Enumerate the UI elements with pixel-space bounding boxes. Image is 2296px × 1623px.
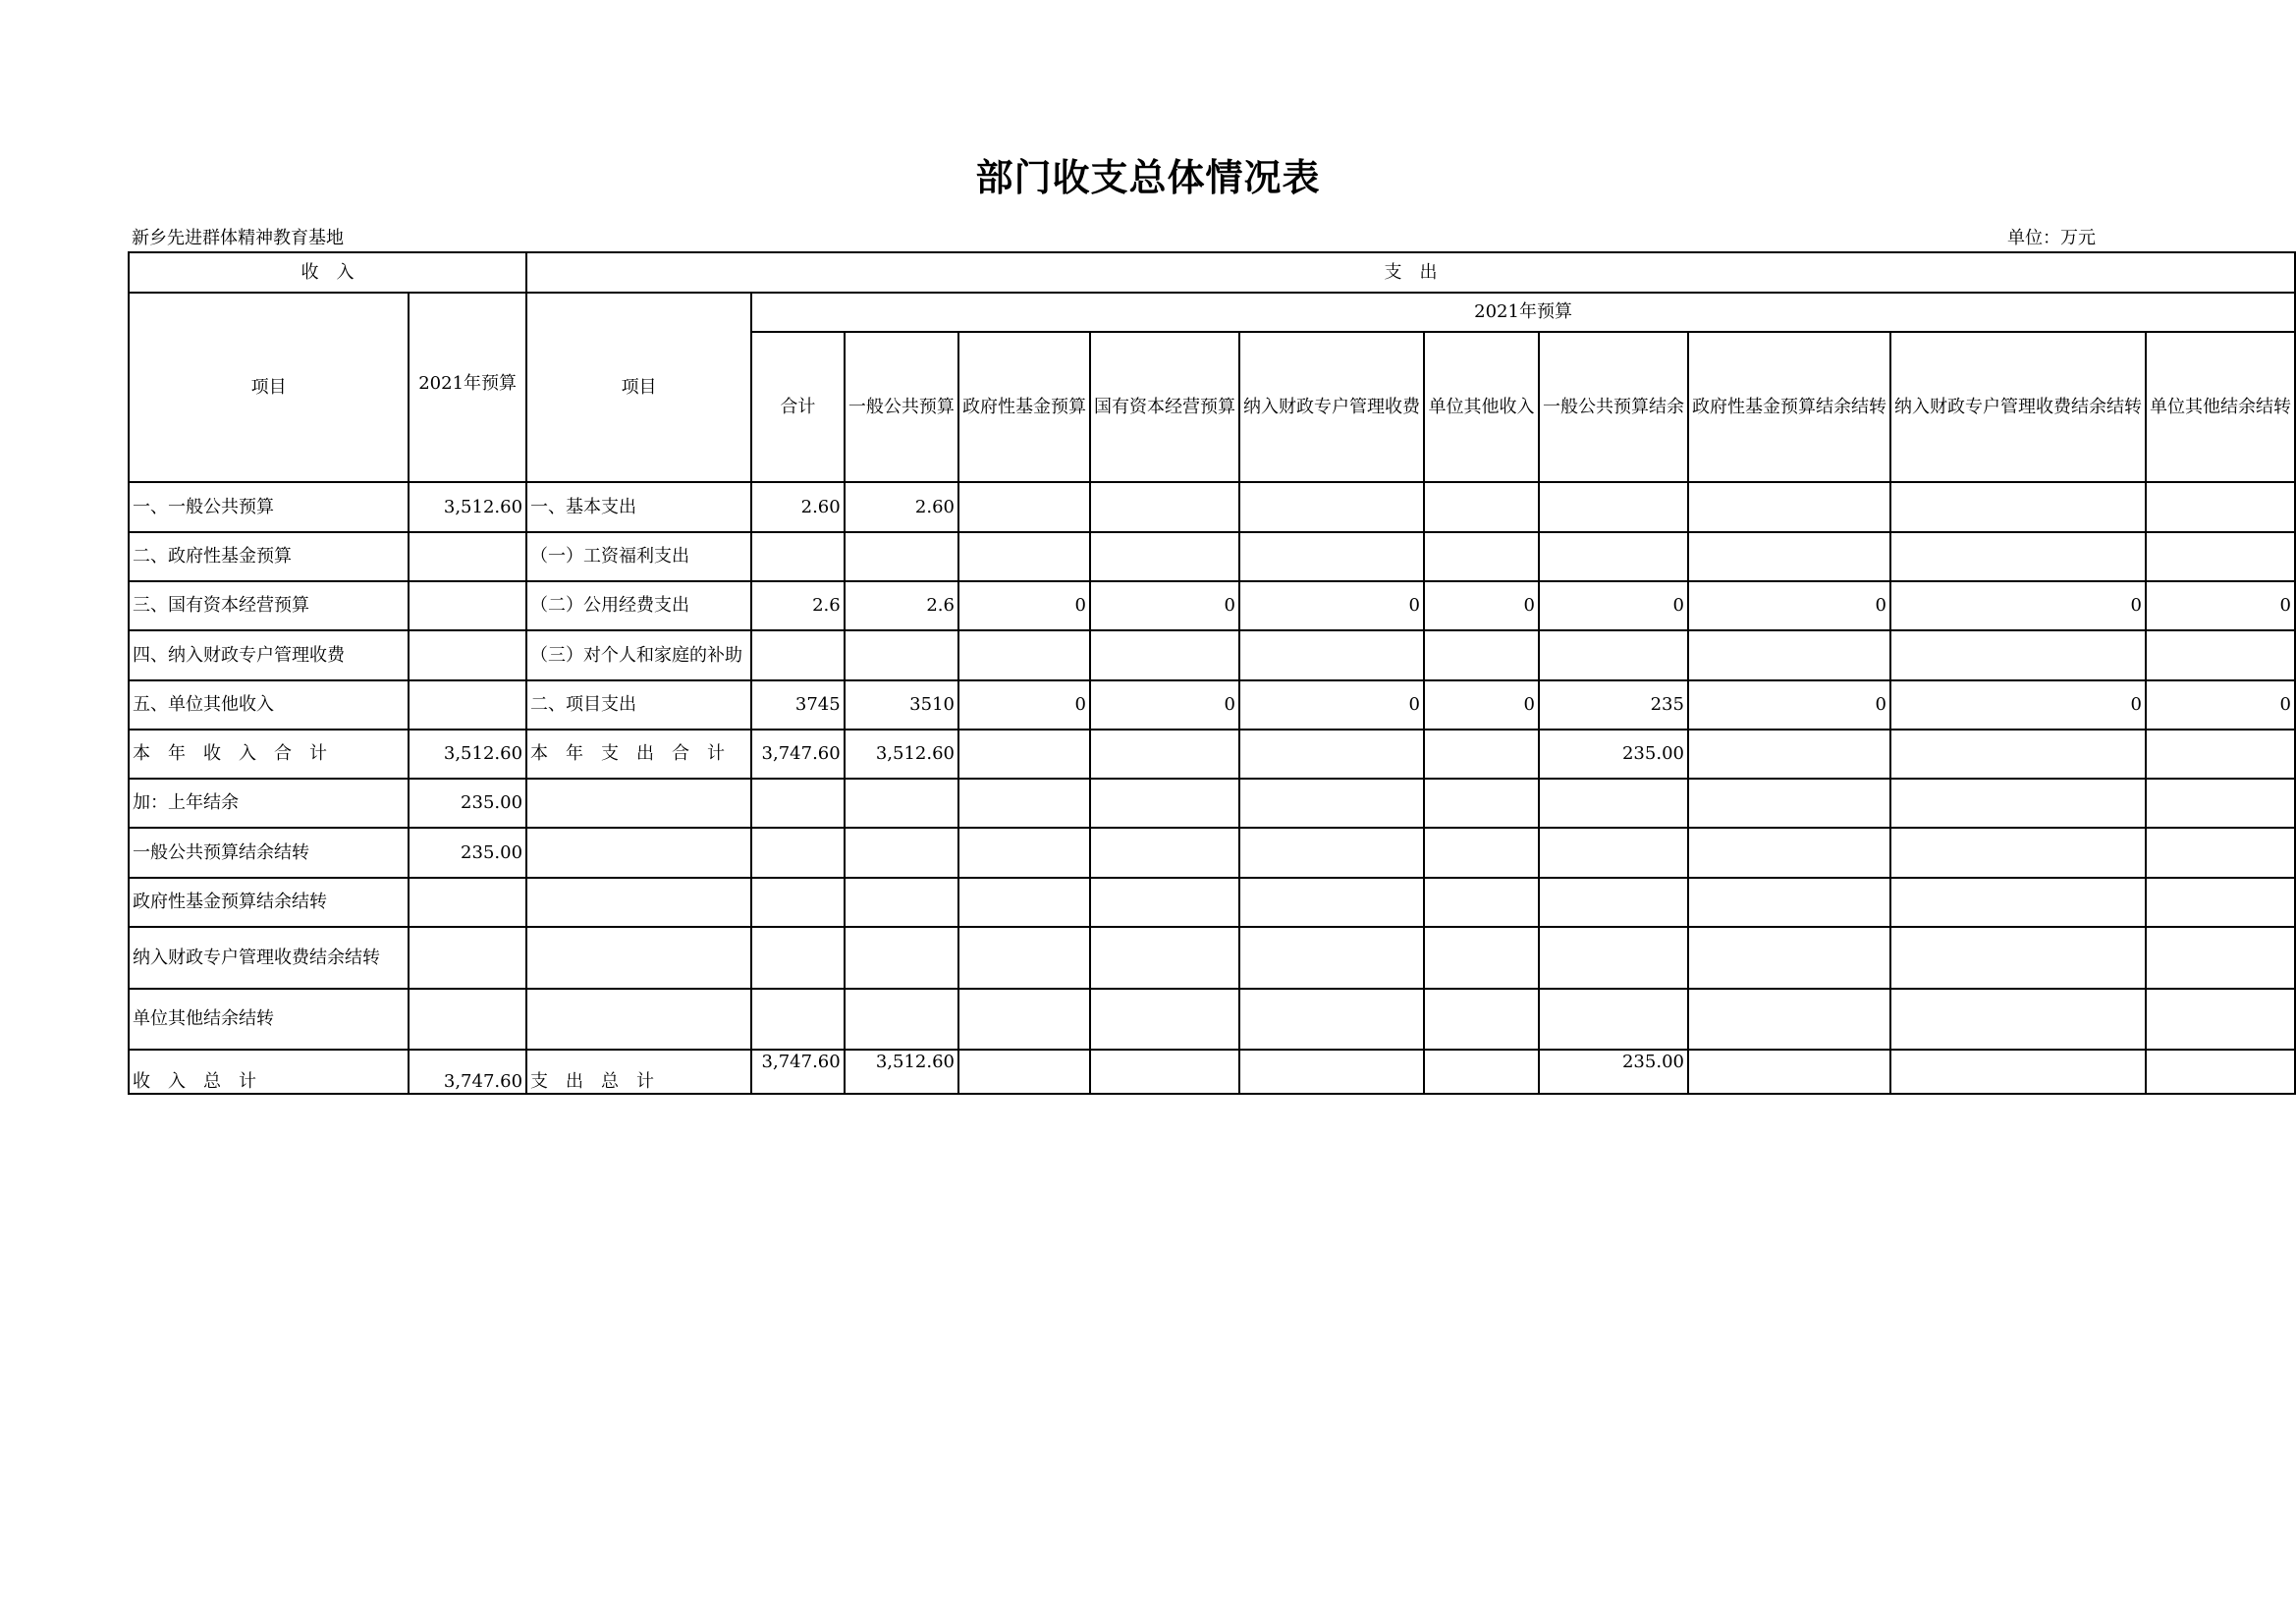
expense-item-cell: （三）对个人和家庭的补助	[526, 630, 751, 680]
expense-value-cell	[1890, 1050, 2146, 1094]
expense-value-cell	[1539, 779, 1688, 828]
expense-item-cell: （二）公用经费支出	[526, 581, 751, 630]
expense-value-cell: 0	[1090, 581, 1239, 630]
expense-value-cell	[958, 730, 1090, 779]
expense-value-cell: 2.60	[751, 482, 845, 532]
expense-value-cell: 0	[958, 581, 1090, 630]
income-value-cell: 3,747.60	[409, 1050, 526, 1094]
expense-value-cell: 0	[1539, 581, 1688, 630]
expense-value-cell: 235	[1539, 680, 1688, 730]
table-row	[129, 989, 2295, 1050]
expense-value-cell	[751, 989, 845, 1050]
expense-value-cell	[2146, 630, 2295, 680]
expense-item-cell	[526, 989, 751, 1050]
expense-value-cell	[1424, 630, 1539, 680]
expense-value-cell	[1424, 730, 1539, 779]
expense-value-cell	[2146, 532, 2295, 581]
expense-value-cell	[958, 482, 1090, 532]
expense-value-cell	[1890, 630, 2146, 680]
expense-value-cell	[1090, 878, 1239, 927]
expense-value-cell	[1239, 828, 1424, 878]
expense-value-cell	[958, 828, 1090, 878]
expense-value-cell: 0	[1090, 680, 1239, 730]
income-item-cell: 五、单位其他收入	[129, 680, 409, 730]
income-value-cell: 235.00	[409, 779, 526, 828]
col-header-gov-fund: 政府性基金预算	[958, 332, 1090, 482]
expense-value-cell: 0	[1424, 680, 1539, 730]
expense-value-cell	[1424, 989, 1539, 1050]
expense-value-cell	[1090, 828, 1239, 878]
expense-value-cell	[1239, 532, 1424, 581]
income-item-cell: 一、一般公共预算	[129, 482, 409, 532]
expense-value-cell	[1424, 482, 1539, 532]
expense-value-cell	[1688, 828, 1890, 878]
header-row-2	[129, 293, 2295, 332]
income-value-cell: 3,512.60	[409, 482, 526, 532]
income-item-cell: 加：上年结余	[129, 779, 409, 828]
table-row	[129, 730, 2295, 779]
expense-value-cell: 235.00	[1539, 730, 1688, 779]
expense-value-cell	[958, 630, 1090, 680]
income-item-cell: 收 入 总 计	[129, 1050, 409, 1094]
expense-value-cell	[1688, 532, 1890, 581]
expense-item-cell: （一）工资福利支出	[526, 532, 751, 581]
expense-item-header: 项目	[526, 293, 751, 482]
expense-value-cell: 0	[1424, 581, 1539, 630]
expense-value-cell: 3,512.60	[845, 1050, 958, 1094]
expense-item-cell: 二、项目支出	[526, 680, 751, 730]
expense-value-cell	[1890, 730, 2146, 779]
expense-item-cell: 支 出 总 计	[526, 1050, 751, 1094]
expense-value-cell	[1424, 779, 1539, 828]
expense-value-cell	[1890, 927, 2146, 989]
expense-value-cell	[958, 989, 1090, 1050]
expense-value-cell: 235.00	[1539, 1050, 1688, 1094]
expense-value-cell	[1239, 927, 1424, 989]
expense-value-cell	[751, 878, 845, 927]
expense-value-cell	[1090, 1050, 1239, 1094]
expense-value-cell	[1688, 779, 1890, 828]
expense-value-cell	[1239, 989, 1424, 1050]
expense-value-cell	[1539, 927, 1688, 989]
expense-value-cell	[1090, 532, 1239, 581]
table-row	[129, 927, 2295, 989]
expense-item-cell	[526, 828, 751, 878]
col-header-gov-fund-carryover: 政府性基金预算结余结转	[1688, 332, 1890, 482]
expense-value-cell: 3,747.60	[751, 730, 845, 779]
expense-value-cell	[1424, 1050, 1539, 1094]
col-header-special-account: 纳入财政专户管理收费	[1239, 332, 1424, 482]
expense-value-cell	[1539, 482, 1688, 532]
expense-value-cell: 0	[2146, 581, 2295, 630]
expense-value-cell	[845, 878, 958, 927]
table-row	[129, 532, 2295, 581]
expense-value-cell: 2.6	[845, 581, 958, 630]
expense-value-cell	[2146, 878, 2295, 927]
organization-name: 新乡先进群体精神教育基地	[132, 228, 344, 248]
expense-value-cell	[2146, 1050, 2295, 1094]
expense-value-cell: 2.6	[751, 581, 845, 630]
income-value-cell	[409, 581, 526, 630]
expense-value-cell	[1539, 878, 1688, 927]
income-value-cell	[409, 989, 526, 1050]
income-value-cell	[409, 878, 526, 927]
expense-value-cell	[1090, 927, 1239, 989]
expense-item-cell: 一、基本支出	[526, 482, 751, 532]
expense-value-cell	[1424, 878, 1539, 927]
expense-value-cell	[1090, 779, 1239, 828]
expense-value-cell: 0	[1890, 680, 2146, 730]
income-value-cell	[409, 532, 526, 581]
expense-value-cell	[751, 779, 845, 828]
income-value-cell	[409, 927, 526, 989]
table-row	[129, 630, 2295, 680]
expense-value-cell	[1239, 1050, 1424, 1094]
expense-value-cell	[2146, 482, 2295, 532]
table-row	[129, 828, 2295, 878]
income-value-cell: 3,512.60	[409, 730, 526, 779]
table-body	[129, 482, 2295, 1094]
col-header-special-carryover: 纳入财政专户管理收费结余结转	[1890, 332, 2146, 482]
col-header-general-surplus: 一般公共预算结余	[1539, 332, 1688, 482]
expense-value-cell	[2146, 730, 2295, 779]
expense-value-cell	[1539, 630, 1688, 680]
expense-value-cell: 3510	[845, 680, 958, 730]
income-value-cell: 235.00	[409, 828, 526, 878]
expense-value-cell: 0	[1239, 581, 1424, 630]
expense-value-cell	[1090, 989, 1239, 1050]
col-header-other-carryover: 单位其他结余结转	[2146, 332, 2295, 482]
header-row-1	[129, 252, 2295, 293]
income-budget-header-text: 2021年预算	[418, 373, 518, 394]
expense-value-cell	[1424, 927, 1539, 989]
col-header-general-budget: 一般公共预算	[845, 332, 958, 482]
col-header-state-capital: 国有资本经营预算	[1090, 332, 1239, 482]
table-row	[129, 1050, 2295, 1094]
expense-value-cell	[845, 630, 958, 680]
expense-value-cell	[845, 779, 958, 828]
expense-value-cell	[958, 1050, 1090, 1094]
expense-value-cell: 3,747.60	[751, 1050, 845, 1094]
income-item-cell: 单位其他结余结转	[129, 989, 409, 1050]
expense-value-cell	[1688, 482, 1890, 532]
expense-value-cell	[845, 532, 958, 581]
expense-item-cell	[526, 878, 751, 927]
expense-value-cell	[958, 779, 1090, 828]
expense-value-cell: 0	[1688, 680, 1890, 730]
expense-value-cell	[845, 828, 958, 878]
income-item-cell: 三、国有资本经营预算	[129, 581, 409, 630]
table-row	[129, 779, 2295, 828]
income-item-cell: 四、纳入财政专户管理收费	[129, 630, 409, 680]
expense-value-cell	[1890, 989, 2146, 1050]
col-header-other-income: 单位其他收入	[1424, 332, 1539, 482]
expense-value-cell: 0	[2146, 680, 2295, 730]
expense-value-cell	[845, 989, 958, 1050]
income-item-cell: 纳入财政专户管理收费结余结转	[129, 927, 409, 989]
table-row	[129, 878, 2295, 927]
expense-item-cell	[526, 927, 751, 989]
expense-value-cell	[1890, 828, 2146, 878]
expense-value-cell	[958, 927, 1090, 989]
expense-value-cell: 2.60	[845, 482, 958, 532]
expense-value-cell	[1688, 878, 1890, 927]
expense-value-cell: 3,512.60	[845, 730, 958, 779]
expense-value-cell	[1239, 779, 1424, 828]
income-item-header: 项目	[129, 293, 409, 482]
income-value-cell	[409, 630, 526, 680]
expense-budget-header: 2021年预算	[751, 293, 2295, 332]
table-row	[129, 581, 2295, 630]
income-item-cell: 二、政府性基金预算	[129, 532, 409, 581]
expense-value-cell	[2146, 989, 2295, 1050]
expense-value-cell	[1424, 532, 1539, 581]
expense-value-cell	[1890, 779, 2146, 828]
income-budget-header	[409, 293, 526, 482]
expense-value-cell	[958, 532, 1090, 581]
expense-value-cell	[1239, 878, 1424, 927]
expense-value-cell: 0	[958, 680, 1090, 730]
expense-value-cell: 0	[1890, 581, 2146, 630]
expense-value-cell	[1239, 630, 1424, 680]
expense-value-cell	[1090, 630, 1239, 680]
expense-value-cell	[1090, 730, 1239, 779]
expense-value-cell	[1890, 532, 2146, 581]
expense-value-cell	[1688, 927, 1890, 989]
expense-value-cell	[1890, 482, 2146, 532]
expense-value-cell	[1688, 730, 1890, 779]
expense-value-cell	[1539, 828, 1688, 878]
expense-value-cell	[1688, 630, 1890, 680]
expense-value-cell: 3745	[751, 680, 845, 730]
income-item-cell: 本 年 收 入 合 计	[129, 730, 409, 779]
col-header-total: 合计	[751, 332, 845, 482]
expense-value-cell	[751, 828, 845, 878]
page-title: 部门收支总体情况表	[975, 156, 1321, 199]
budget-table	[128, 251, 2296, 1095]
unit-label: 单位：万元	[2007, 228, 2096, 248]
expense-value-cell	[2146, 927, 2295, 989]
expense-value-cell	[2146, 828, 2295, 878]
expense-value-cell	[1424, 828, 1539, 878]
expense-value-cell	[2146, 779, 2295, 828]
income-header: 收 入	[129, 252, 526, 293]
expense-value-cell	[1688, 1050, 1890, 1094]
expense-value-cell	[1539, 989, 1688, 1050]
expense-value-cell	[751, 532, 845, 581]
table-row	[129, 680, 2295, 730]
expense-value-cell	[958, 878, 1090, 927]
expense-value-cell	[1688, 989, 1890, 1050]
expense-value-cell	[1539, 532, 1688, 581]
income-item-cell: 一般公共预算结余结转	[129, 828, 409, 878]
expense-item-cell: 本 年 支 出 合 计	[526, 730, 751, 779]
expense-value-cell	[1239, 482, 1424, 532]
expense-header: 支 出	[526, 252, 2295, 293]
expense-value-cell	[751, 630, 845, 680]
expense-value-cell	[1890, 878, 2146, 927]
expense-value-cell	[1239, 730, 1424, 779]
income-item-cell: 政府性基金预算结余结转	[129, 878, 409, 927]
expense-value-cell	[1090, 482, 1239, 532]
expense-value-cell: 0	[1239, 680, 1424, 730]
income-value-cell	[409, 680, 526, 730]
table-row	[129, 482, 2295, 532]
expense-value-cell: 0	[1688, 581, 1890, 630]
expense-value-cell	[751, 927, 845, 989]
expense-item-cell	[526, 779, 751, 828]
expense-value-cell	[845, 927, 958, 989]
